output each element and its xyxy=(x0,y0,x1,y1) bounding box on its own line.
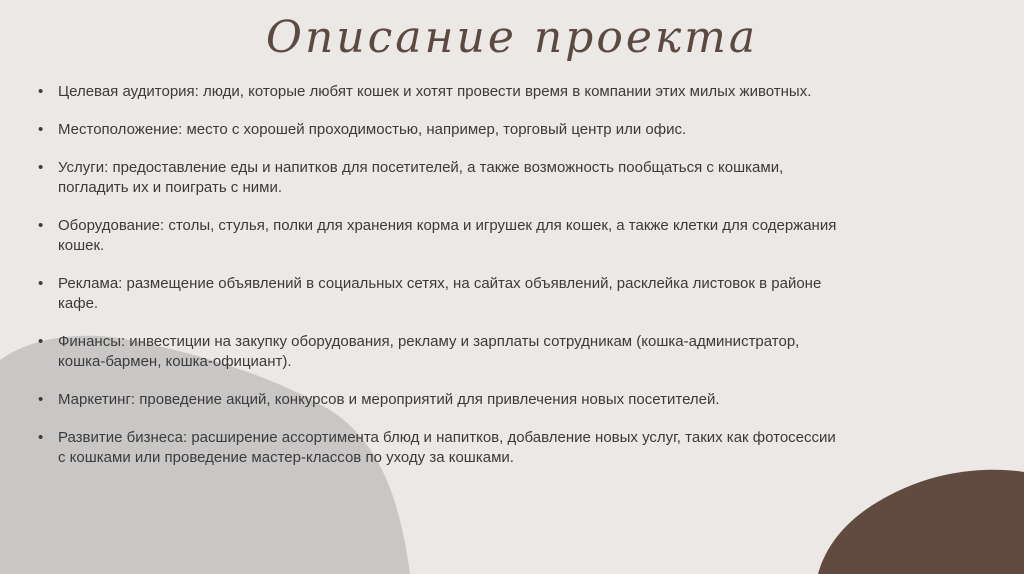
bullet-item: • Оборудование: столы, стулья, полки для хранения корма и игрушек для кошек, а также клетки для содержания кошек. xyxy=(38,216,838,256)
bullet-list xyxy=(38,82,838,486)
bullet-item: • Финансы: инвестиции на закупку оборудования, рекламу и зарплаты сотрудникам (кошка-администратор, кошка-бармен, кошка-официант). xyxy=(38,332,838,372)
bullet-item: • Услуги: предоставление еды и напитков для посетителей, а также возможность пообщаться с кошками, погладить их и поиграть с ними. xyxy=(38,158,838,198)
bullet-item: • Маркетинг: проведение акций, конкурсов и мероприятий для привлечения новых посетителей. xyxy=(38,390,838,410)
bullet-item: • Целевая аудитория: люди, которые любят кошек и хотят провести время в компании этих милых животных. xyxy=(38,82,838,102)
slide-title: Описание проекта xyxy=(265,12,759,63)
bullet-item: • Развитие бизнеса: расширение ассортимента блюд и напитков, добавление новых услуг, таких как фотосессии с кошками или проведение мастер-классов по уходу за кошками. xyxy=(38,428,838,468)
bullet-item: • Реклама: размещение объявлений в социальных сетях, на сайтах объявлений, расклейка листовок в районе кафе. xyxy=(38,274,838,314)
bullet-item: • Местоположение: место с хорошей проходимостью, например, торговый центр или офис. xyxy=(38,120,838,140)
